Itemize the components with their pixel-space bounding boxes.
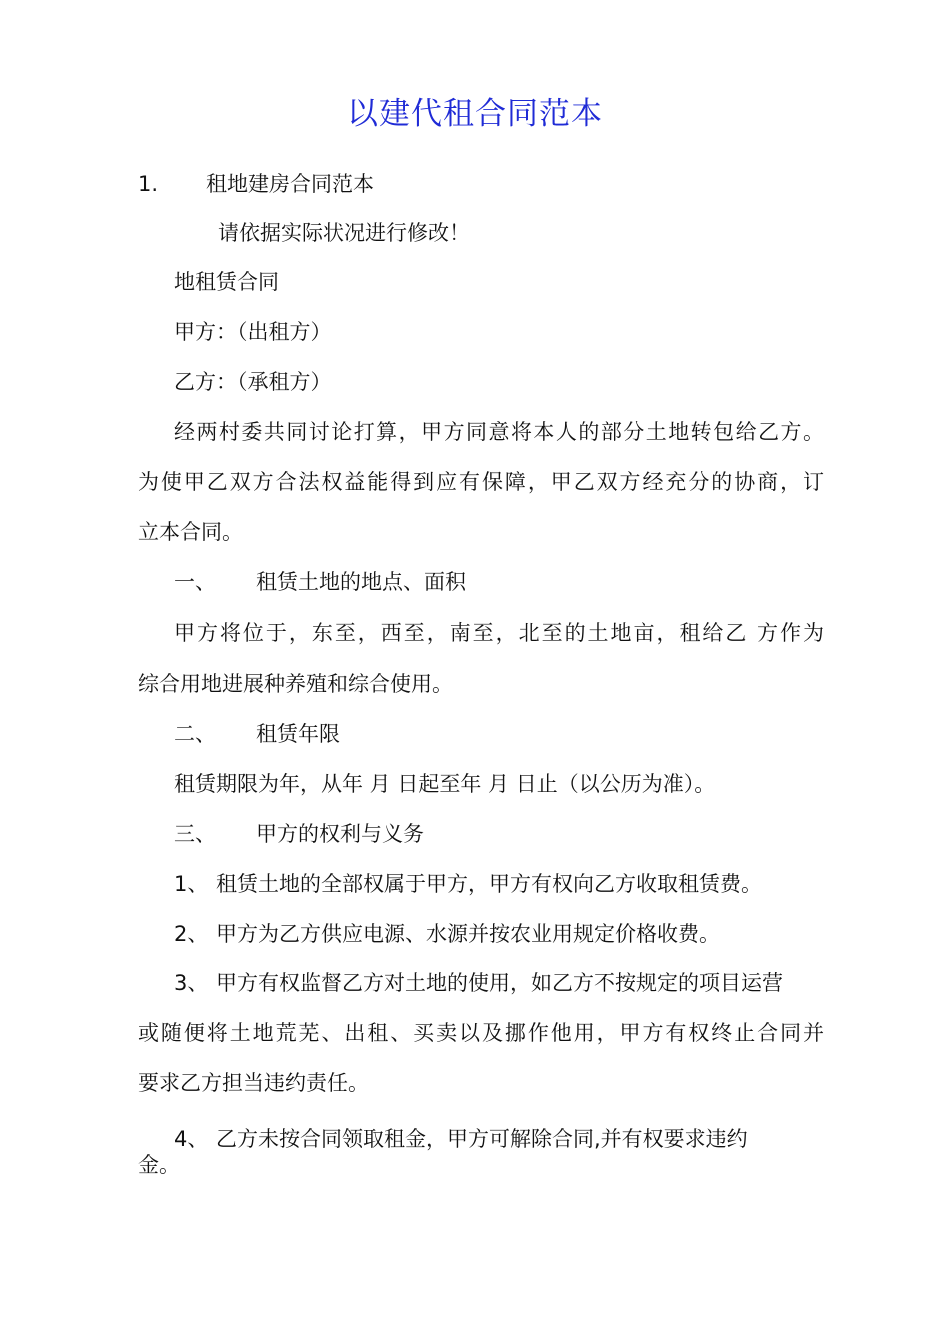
section-2-title: 租赁年限 (256, 722, 340, 746)
intro-paragraph-line-3: 立本合同。 (138, 520, 243, 544)
party-a-line: 甲方：（出租方） (174, 320, 332, 344)
section-1-paragraph-line-2: 综合用地进展种养殖和综合使用。 (138, 672, 453, 696)
section-1-paragraph-line-1: 甲方将位于，东至，西至，南至，北至的土地亩，租给乙 方作为 (174, 621, 824, 645)
revision-note: 请依据实际状况进行修改！ (218, 221, 470, 245)
item-1-number: 1、 (174, 872, 209, 896)
item-3-line-3: 要求乙方担当违约责任。 (138, 1071, 369, 1095)
party-b-line: 乙方：（承租方） (174, 370, 332, 394)
item-2 (174, 920, 720, 948)
item-4-text: 乙方未按合同领取租金，甲方可解除合同,并有权要求违约 (216, 1127, 748, 1151)
item-4-line-2: 金。 (138, 1153, 180, 1177)
heading-1 (138, 170, 374, 198)
intro-paragraph-line-2: 为使甲乙双方合法权益能得到应有保障，甲乙双方经充分的协商，订 (138, 470, 824, 494)
section-2-heading (174, 720, 340, 748)
item-4 (174, 1125, 824, 1153)
section-1-heading (174, 568, 466, 596)
section-1-title: 租赁土地的地点、面积 (256, 570, 466, 594)
heading-1-text: 租地建房合同范本 (206, 172, 374, 196)
item-1-text: 租赁土地的全部权属于甲方，甲方有权向乙方收取租赁费。 (216, 872, 762, 896)
item-3-text: 甲方有权监督乙方对土地的使用，如乙方不按规定的项目运营 (216, 971, 783, 995)
section-3-heading (174, 820, 424, 848)
section-3-title: 甲方的权利与义务 (256, 822, 424, 846)
intro-paragraph-line-1: 经两村委共同讨论打算，甲方同意将本人的部分土地转包给乙方。 (174, 420, 824, 444)
section-1-number: 一、 (174, 570, 216, 594)
item-1 (174, 870, 762, 898)
item-4-number: 4、 (174, 1127, 209, 1151)
section-2-number: 二、 (174, 722, 216, 746)
item-3-number: 3、 (174, 971, 209, 995)
item-2-number: 2、 (174, 922, 209, 946)
section-3-number: 三、 (174, 822, 216, 846)
item-3-line-2: 或随便将土地荒芜、出租、买卖以及挪作他用，甲方有权终止合同并 (138, 1021, 824, 1045)
heading-1-number: 1. (138, 172, 159, 196)
contract-name: 地租赁合同 (174, 270, 279, 294)
section-2-paragraph: 租赁期限为年，从年 月 日起至年 月 日止（以公历为准）。 (174, 772, 716, 796)
item-2-text: 甲方为乙方供应电源、水源并按农业用规定价格收费。 (216, 922, 720, 946)
item-3 (174, 969, 824, 997)
document-title: 以建代租合同范本 (347, 96, 603, 132)
